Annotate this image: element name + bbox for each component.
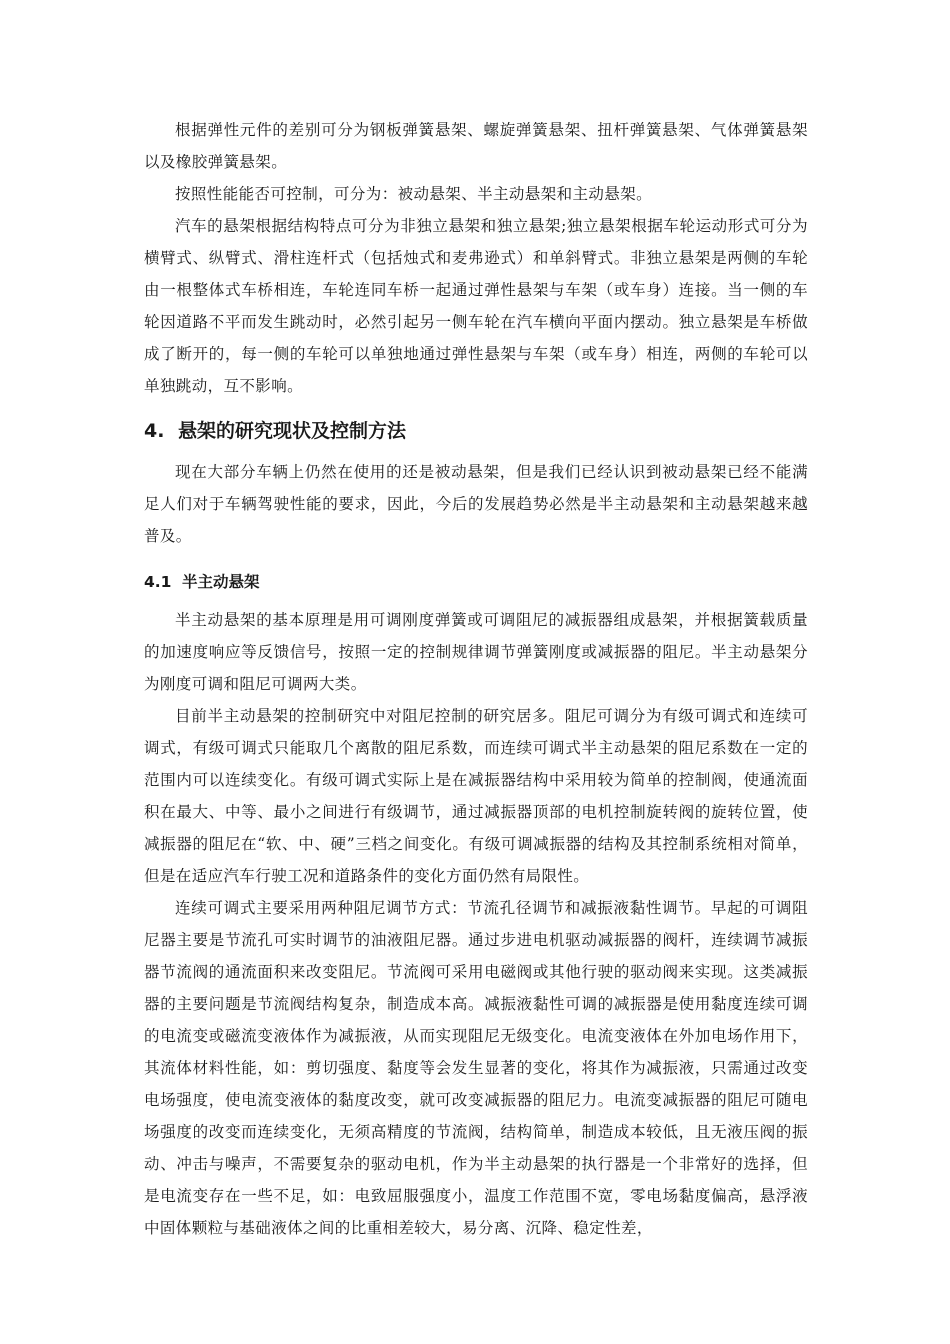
intro-paragraph-3: 汽车的悬架根据结构特点可分为非独立悬架和独立悬架;独立悬架根据车轮运动形式可分为横臂式、纵臂式、滑柱连杆式（包括烛式和麦弗逊式）和单斜臂式。非独立悬架是两侧的车轮由一根整体式车桥相连，车轮连同车桥一起通过弹性悬架与车架（或车身）连接。当一侧的车轮因道路不平而发生跳动时，必然引起另一侧车轮在汽车横向平面内摆动。独立悬架是车桥做成了断开的，每一侧的车轮可以单独地通过弹性悬架与车架（或车身）相连，两侧的车轮可以单独跳动，互不影响。 — [144, 217, 808, 395]
section-4-1-paragraph-3: 连续可调式主要采用两种阻尼调节方式：节流孔径调节和减振液黏性调节。早起的可调阻尼器主要是节流孔可实时调节的油液阻尼器。通过步进电机驱动减振器的阀杆，连续调节减振器节流阀的通流面积来改变阻尼。节流阀可采用电磁阀或其他行驶的驱动阀来实现。这类减振器的主要问题是节流阀结构复杂，制造成本高。减振液黏性可调的减振器是使用黏度连续可调的电流变或磁流变液体作为减振液，从而实现阻尼无级变化。电流变液体在外加电场作用下，其流体材料性能，如：剪切强度、黏度等会发生显著的变化，将其作为减振液，只需通过改变电场强度，使电流变液体的黏度改变，就可改变减振器的阻尼力。电流变减振器的阻尼可随电场强度的改变而连续变化，无须高精度的节流阀，结构简单，制造成本较低，且无液压阀的振动、冲击与噪声，不需要复杂的驱动电机，作为半主动悬架的执行器是一个非常好的选择，但是电流变存在一些不足，如：电致屈服强度小，温度工作范围不宽，零电场黏度偏高，悬浮液中固体颗粒与基础液体之间的比重相差较大，易分离、沉降、稳定性差， — [144, 899, 808, 1237]
intro-paragraph-2: 按照性能能否可控制，可分为：被动悬架、半主动悬架和主动悬架。 — [175, 185, 653, 203]
section-4-1-paragraph-1: 半主动悬架的基本原理是用可调刚度弹簧或可调阻尼的减振器组成悬架，并根据簧载质量的加速度响应等反馈信号，按照一定的控制规律调节弹簧刚度或减振器的阻尼。半主动悬架分为刚度可调和阻尼可调两大类。 — [144, 611, 808, 693]
section-4-1-number: 4.1 — [144, 573, 172, 591]
section-4-title: 悬架的研究现状及控制方法 — [178, 420, 407, 442]
document-page — [144, 114, 808, 1244]
section-4-heading — [144, 406, 808, 456]
section-4-1-title: 半主动悬架 — [182, 573, 260, 591]
section-4-1-paragraph-2: 目前半主动悬架的控制研究中对阻尼控制的研究居多。阻尼可调分为有级可调式和连续可调式，有级可调式只能取几个离散的阻尼系数，而连续可调式半主动悬架的阻尼系数在一定的范围内可以连续变化。有级可调式实际上是在减振器结构中采用较为简单的控制阀，使通流面积在最大、中等、最小之间进行有级调节，通过减振器顶部的电机控制旋转阀的旋转位置，使减振器的阻尼在“软、中、硬”三档之间变化。有级可调减振器的结构及其控制系统相对简单，但是在适应汽车行驶工况和道路条件的变化方面仍然有局限性。 — [144, 707, 808, 885]
section-4-paragraph: 现在大部分车辆上仍然在使用的还是被动悬架，但是我们已经认识到被动悬架已经不能满足人们对于车辆驾驶性能的要求，因此，今后的发展趋势必然是半主动悬架和主动悬架越来越普及。 — [144, 463, 808, 545]
intro-paragraph-1: 根据弹性元件的差别可分为钢板弹簧悬架、螺旋弹簧悬架、扭杆弹簧悬架、气体弹簧悬架以及橡胶弹簧悬架。 — [144, 121, 808, 171]
section-4-1-heading — [144, 560, 808, 604]
section-4-number: 4. — [144, 420, 165, 442]
